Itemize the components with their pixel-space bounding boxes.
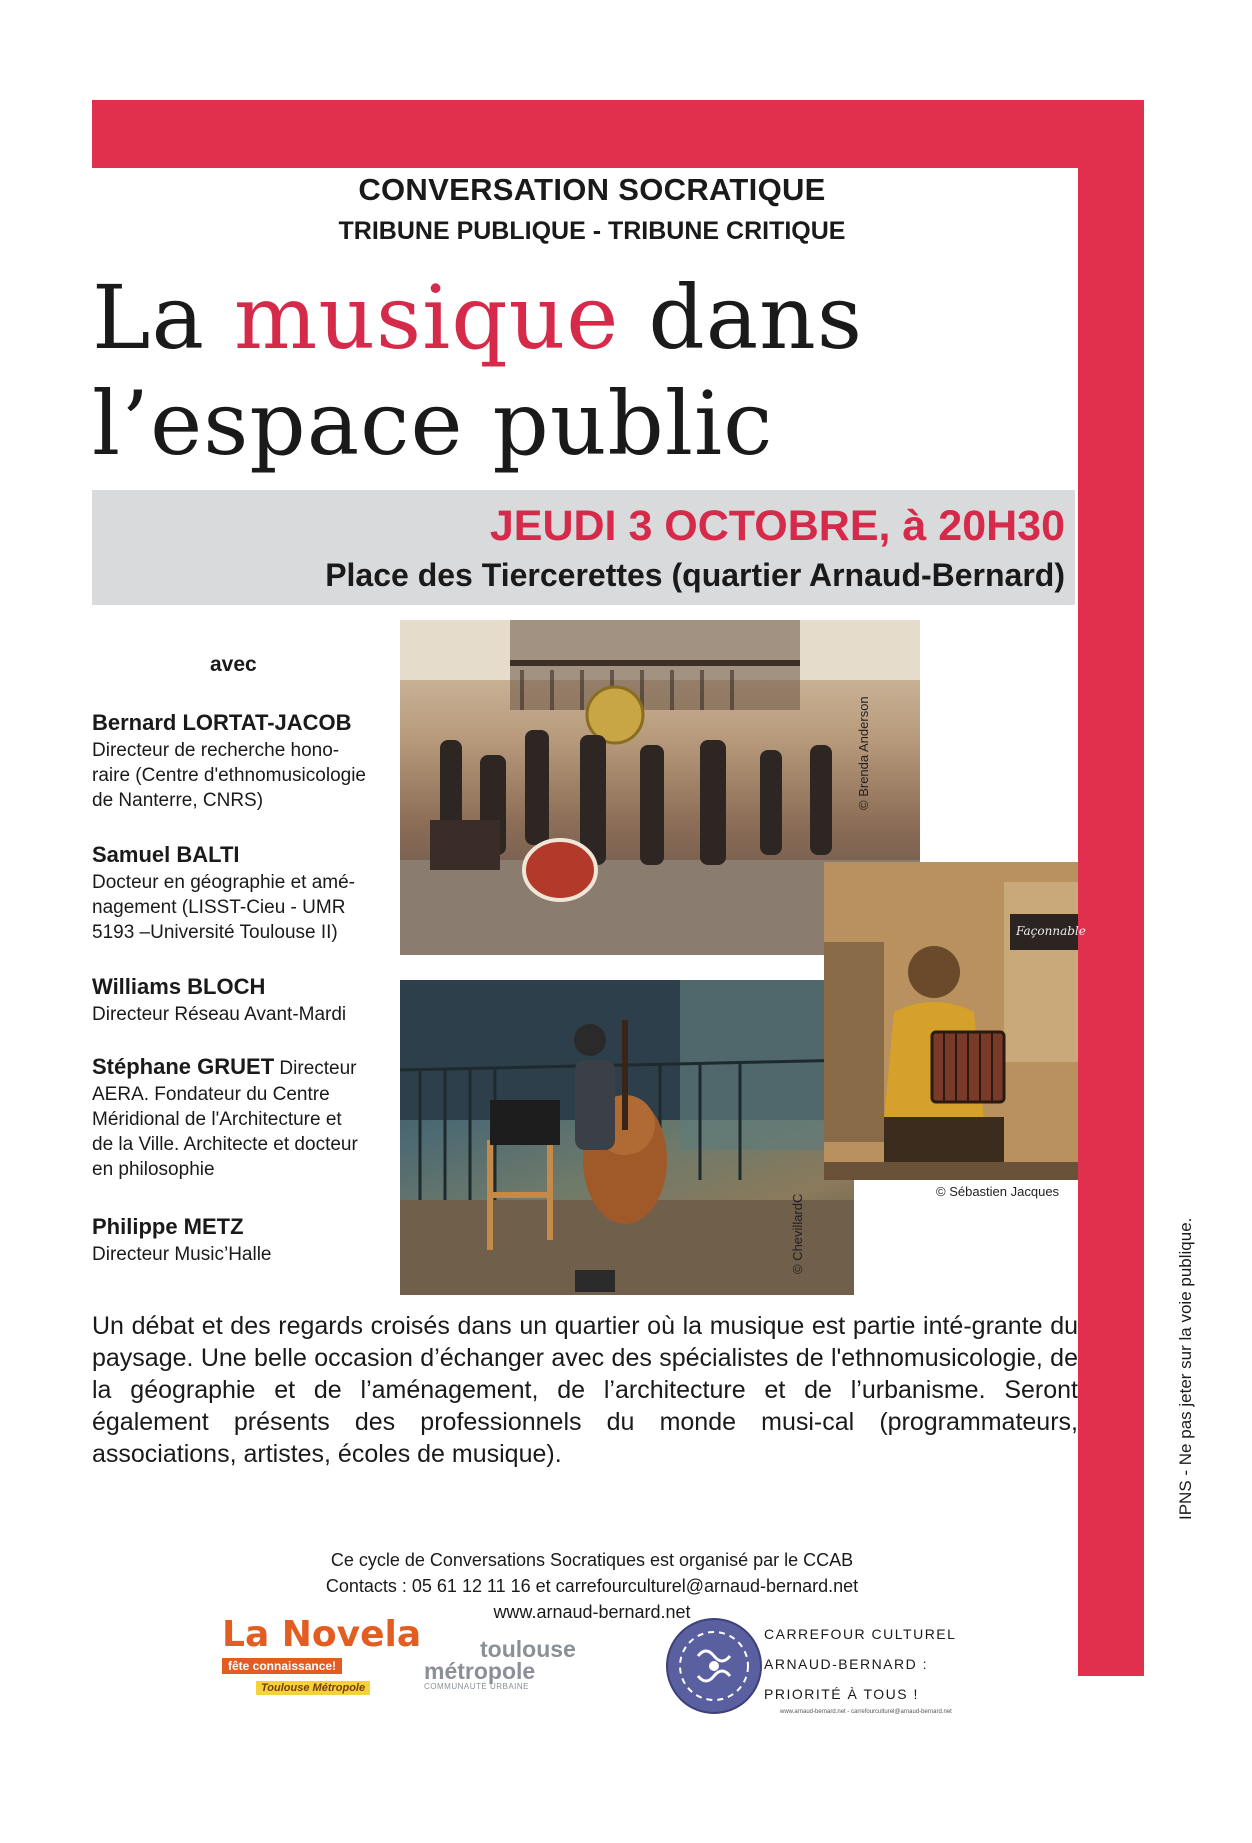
- speaker-desc: Directeur Réseau Avant-Mardi: [92, 1004, 347, 1025]
- tm-logo-word2: métropole: [424, 1658, 536, 1684]
- ccab-emblem-art: [668, 1620, 760, 1712]
- speaker-name: Stéphane GRUET: [92, 1054, 275, 1079]
- speaker-desc: AERA. Fondateur du Centre Méridional de l'Architecture et de la Ville. Architecte et docteur en philosophie: [92, 1084, 358, 1180]
- novela-logo-tagline: fête connaissance!: [222, 1658, 342, 1674]
- shop-sign-text: Façonnable: [1016, 924, 1086, 938]
- title-line2: l’espace public: [92, 372, 774, 475]
- ccab-logo-emblem: [666, 1618, 762, 1714]
- event-band: [92, 490, 1075, 605]
- footer-organizer: Ce cycle de Conversations Socratiques est organisé par le CCAB: [330, 1550, 854, 1570]
- event-date: JEUDI 3 OCTOBRE, à 20H30: [489, 502, 1065, 550]
- photo-double-bass: [400, 980, 854, 1295]
- speaker-name: Williams BLOCH: [92, 974, 266, 999]
- speaker-desc: Docteur en géographie et amé- nagement (LISST-Cieu - UMR 5193 –Université Toulouse II): [92, 872, 355, 943]
- photo-credit-jacques: © Sébastien Jacques: [936, 1184, 1060, 1199]
- side-notice: IPNS - Ne pas jeter sur la voie publique.: [1176, 1217, 1195, 1520]
- speakers-intro: avec: [210, 653, 257, 676]
- poster-title: [92, 265, 1072, 477]
- photo-accordion: [824, 862, 1086, 1180]
- red-frame-top: [92, 100, 1144, 168]
- speaker-gruet: [92, 1052, 392, 1182]
- speaker-role-inline: Directeur: [274, 1058, 357, 1079]
- photo-accordion-art: [824, 862, 1078, 1180]
- speaker-desc: Directeur Music’Halle: [92, 1244, 272, 1265]
- red-frame-right: [1078, 100, 1144, 1676]
- tm-logo-sub: COMMUNAUTÉ URBAINE: [424, 1682, 530, 1691]
- photo-credit-chevillard: © ChevillardC: [790, 1193, 805, 1274]
- speaker-metz: [92, 1212, 392, 1267]
- tm-logo-word1: toulouse: [480, 1636, 576, 1662]
- event-description: Un débat et des regards croisés dans un quartier où la musique est partie inté-grante du paysage. Une belle occasion d’échanger avec des spécialistes de l'ethnomusicologie, de la géographie et de l’aménagement, de l’architecture et de l’urbanisme. Seront également présents des professionnels du monde musi-cal (programmateurs, associations, artistes, écoles de musique).: [92, 1312, 1078, 1468]
- series-title: CONVERSATION SOCRATIQUE: [358, 172, 826, 207]
- speaker-lortat-jacob: [92, 708, 392, 813]
- toulouse-metropole-logo: [424, 1638, 576, 1691]
- novela-logo-word: La Novela: [222, 1614, 422, 1655]
- title-part2: dans: [619, 266, 863, 369]
- photo-double-bass-art: [400, 980, 854, 1295]
- series-subtitle: TRIBUNE PUBLIQUE - TRIBUNE CRITIQUE: [338, 217, 846, 245]
- ccab-logo-line1: CARREFOUR CULTUREL: [764, 1626, 957, 1642]
- la-novela-logo: [222, 1614, 421, 1696]
- footer-contacts: Contacts : 05 61 12 11 16 et carrefourculturel@arnaud-bernard.net: [325, 1576, 859, 1596]
- speaker-name: Bernard LORTAT-JACOB: [92, 710, 352, 735]
- footer-website: www.arnaud-bernard.net: [493, 1602, 691, 1622]
- event-place: Place des Tiercerettes (quartier Arnaud-Bernard): [325, 557, 1065, 593]
- photo-credit-anderson: © Brenda Anderson: [856, 696, 871, 810]
- speaker-name: Samuel BALTI: [92, 842, 240, 867]
- ccab-logo-line3: PRIORITÉ À TOUS !: [764, 1686, 919, 1702]
- novela-logo-sub: Toulouse Métropole: [256, 1681, 370, 1695]
- speaker-balti: [92, 840, 392, 945]
- speaker-name: Philippe METZ: [92, 1214, 244, 1239]
- title-highlight: musique: [233, 266, 620, 369]
- title-part1: La: [92, 266, 234, 369]
- speaker-bloch: [92, 972, 392, 1027]
- ccab-logo-line2: ARNAUD-BERNARD :: [764, 1656, 929, 1672]
- speaker-desc: Directeur de recherche hono- raire (Centre d'ethnomusicologie de Nanterre, CNRS): [92, 740, 366, 811]
- ccab-logo-contact: www.arnaud-bernard.net - carrefourculturel@arnaud-bernard.net: [780, 1709, 952, 1715]
